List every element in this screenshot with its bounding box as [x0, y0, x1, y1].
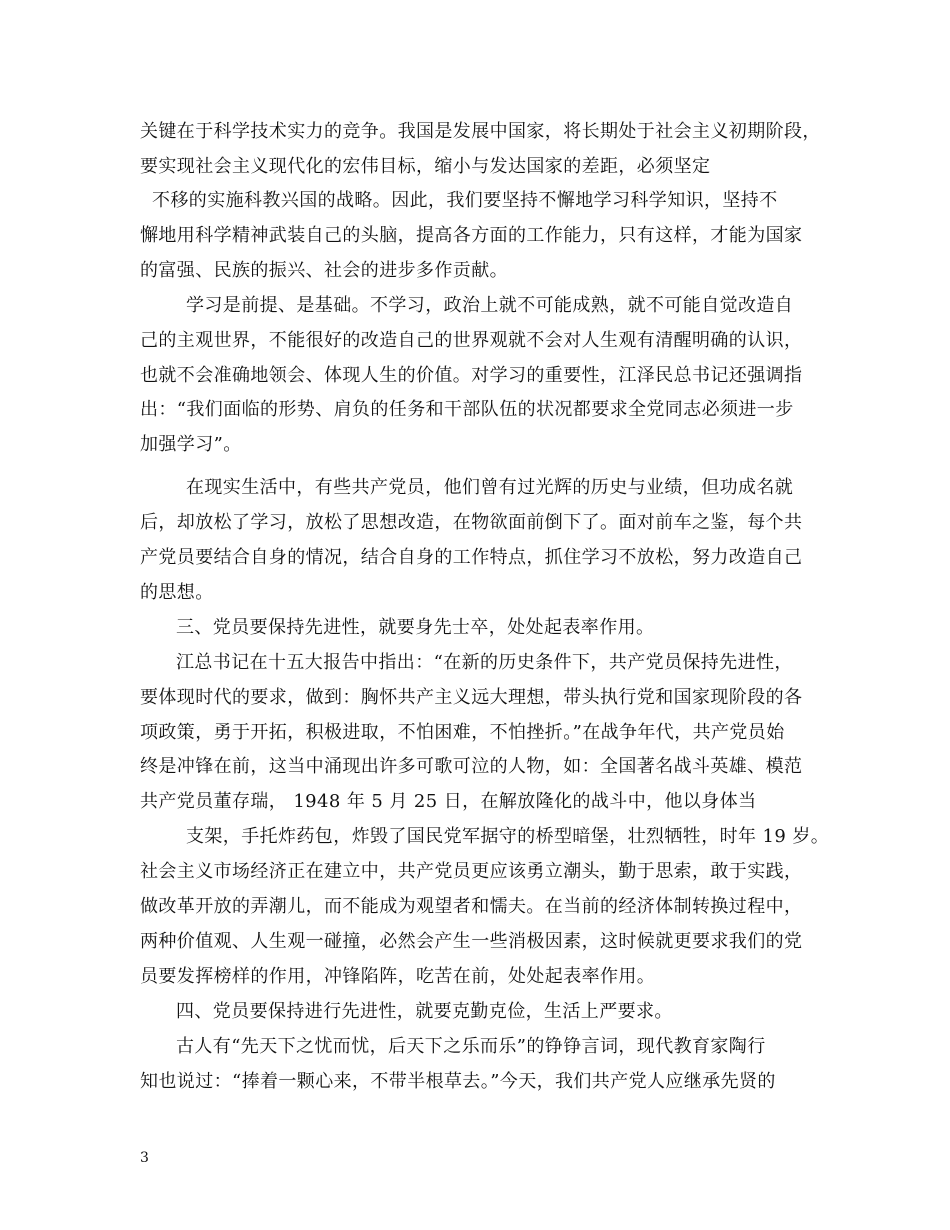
- text-line: 支架，手托炸药包，炸毁了国民党军据守的桥型暗堡，壮烈牺牲，时年 19 岁。: [186, 826, 830, 847]
- section-heading: 三、党员要保持先进性，就要身先士卒，处处起表率作用。: [176, 617, 655, 638]
- text-line: 也就不会准确地领会、体现人生的价值。对学习的重要性，江泽民总书记还强调指: [140, 365, 803, 386]
- text-line: 在现实生活中，有些共产党员，他们曾有过光辉的历史与业绩，但功成名就: [186, 477, 794, 498]
- text-line: 社会主义市场经济正在建立中，共产党员更应该勇立潮头，勤于思索，敢于实践，: [140, 861, 803, 882]
- text-line: 产党员要结合自身的情况，结合自身的工作特点，抓住学习不放松，努力改造自己: [140, 547, 803, 568]
- text-line: 加强学习”。: [140, 434, 242, 455]
- text-line: 知也说过：“捧着一颗心来，不带半根草去。”今天，我们共产党人应继承先贤的: [140, 1071, 776, 1092]
- text-line: 后，却放松了学习，放松了思想改造，在物欲面前倒下了。面对前车之鉴，每个共: [140, 512, 803, 533]
- text-line: 的富强、民族的振兴、社会的进步多作贡献。: [140, 260, 508, 281]
- text-line: 要体现时代的要求，做到：胸怀共产主义远大理想，带头执行党和国家现阶段的各: [140, 687, 803, 708]
- text-line: 的思想。: [140, 582, 214, 603]
- text-line: 员要发挥榜样的作用，冲锋陷阵，吃苦在前，处处起表率作用。: [140, 966, 656, 987]
- text-line: 做改革开放的弄潮儿，而不能成为观望者和懦夫。在当前的经济体制转换过程中，: [140, 896, 803, 917]
- text-line: 项政策，勇于开拓，积极进取，不怕困难，不怕挫折。”在战争年代，共产党员始: [140, 722, 785, 743]
- text-line: 两种价值观、人生观一碰撞，必然会产生一些消极因素，这时候就更要求我们的党: [140, 931, 803, 952]
- text-line: 不移的实施科教兴国的战略。因此，我们要坚持不懈地学习科学知识，坚持不: [152, 190, 778, 211]
- text-line: 共产党员董存瑞， 1948 年 5 月 25 日，在解放隆化的战斗中，他以身体当: [140, 791, 757, 812]
- text-line: 关键在于科学技术实力的竞争。我国是发展中国家，将长期处于社会主义初期阶段，: [140, 121, 821, 142]
- page-number: 3: [140, 1150, 149, 1166]
- text-line: 出：“我们面临的形势、肩负的任务和干部队伍的状况都要求全党同志必须进一步: [140, 399, 794, 420]
- text-line: 江总书记在十五大报告中指出：“在新的历史条件下，共产党员保持先进性，: [176, 652, 793, 673]
- text-line: 懈地用科学精神武装自己的头脑，提高各方面的工作能力，只有这样，才能为国家: [140, 225, 803, 246]
- section-heading: 四、党员要保持进行先进性，就要克勤克俭，生活上严要求。: [176, 1001, 673, 1022]
- text-line: 要实现社会主义现代化的宏伟目标，缩小与发达国家的差距，必须坚定: [140, 156, 711, 177]
- text-line: 己的主观世界，不能很好的改造自己的世界观就不会对人生观有清醒明确的认识，: [140, 330, 803, 351]
- text-line: 终是冲锋在前，这当中涌现出许多可歌可泣的人物，如：全国著名战斗英雄、模范: [140, 756, 803, 777]
- text-line: 古人有“先天下之忧而忧，后天下之乐而乐”的铮铮言词，现代教育家陶行: [176, 1036, 766, 1057]
- text-line: 学习是前提、是基础。不学习，政治上就不可能成熟，就不可能自觉改造自: [186, 295, 794, 316]
